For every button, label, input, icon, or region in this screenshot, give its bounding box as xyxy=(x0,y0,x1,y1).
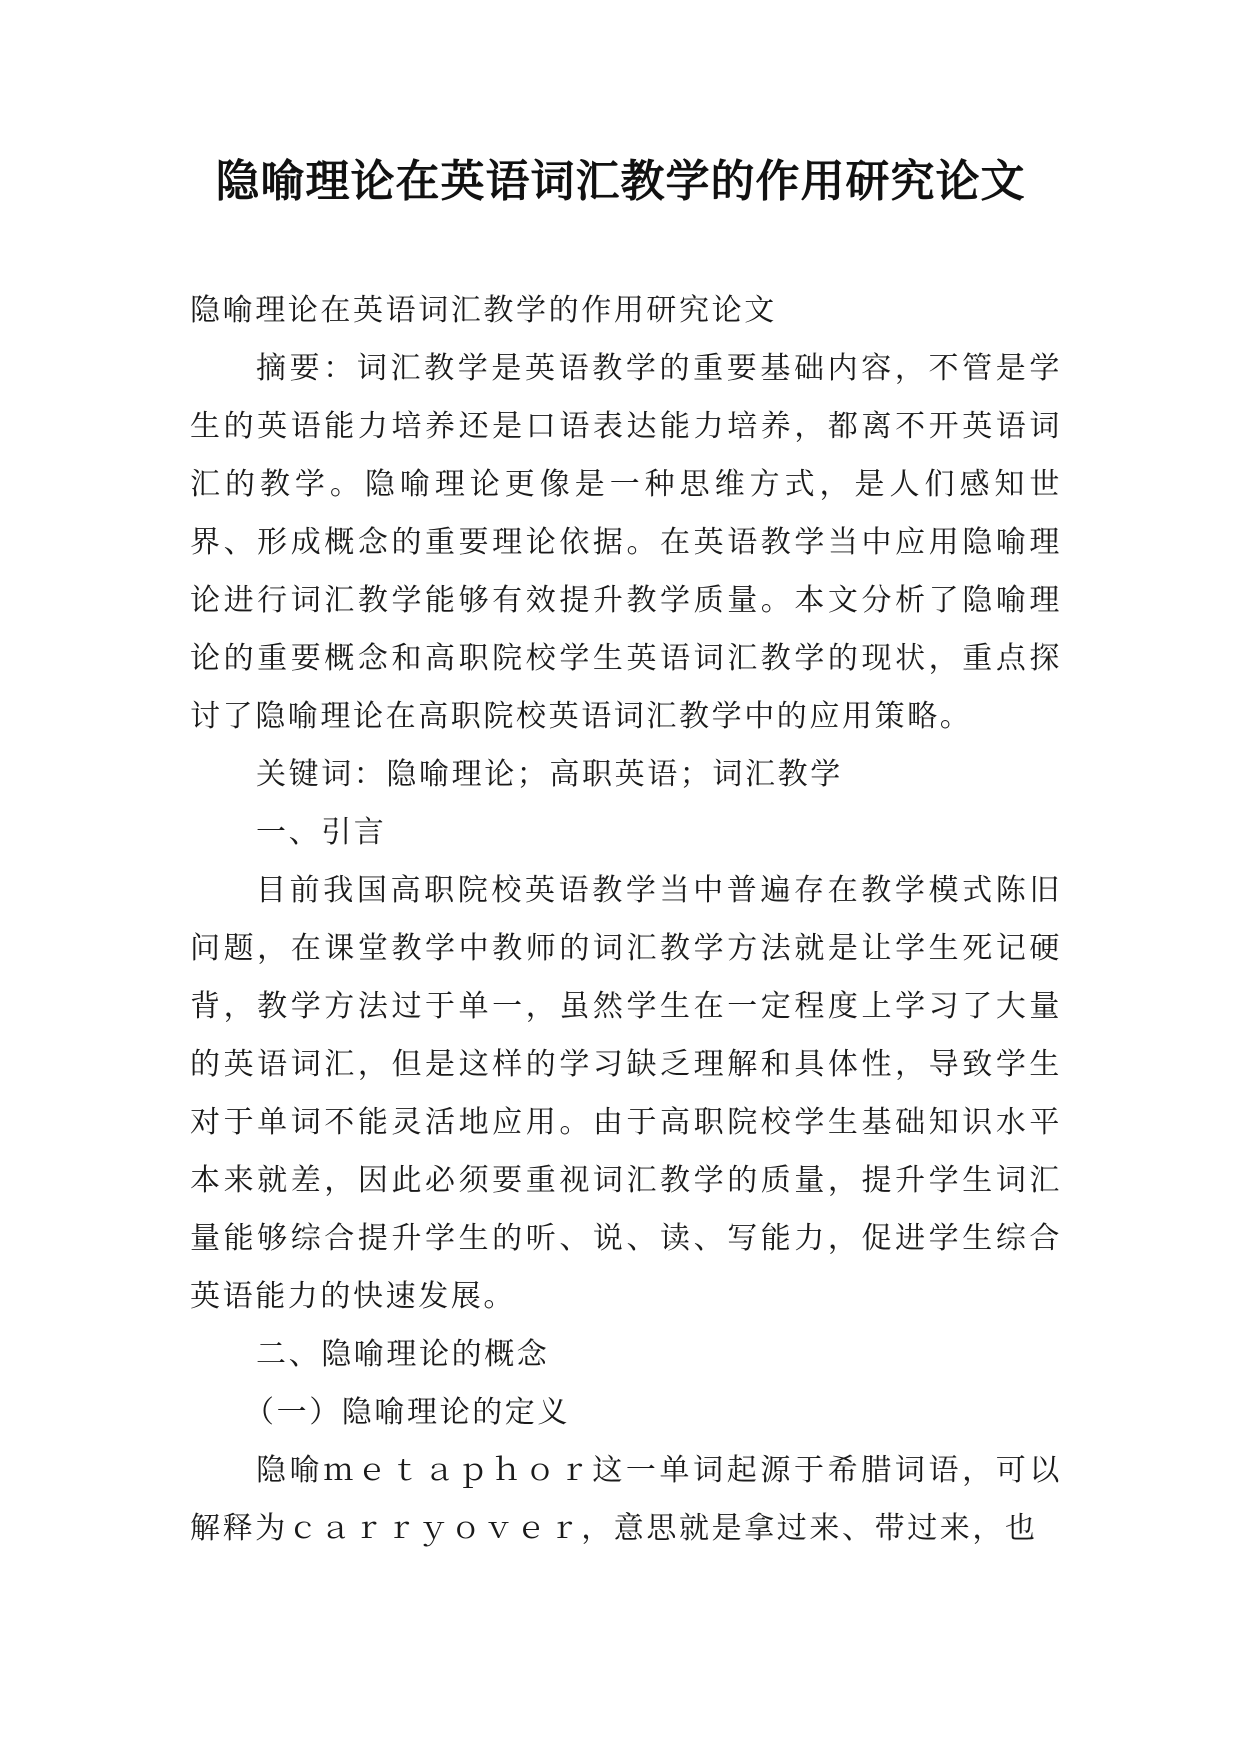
page-title: 隐喻理论在英语词汇教学的作用研究论文 xyxy=(215,156,1026,207)
definition-paragraph: 隐喻ｍｅｔａｐｈｏｒ这一单词起源于希腊词语，可以解释为ｃａｒｒｙｏｖｅｒ，意思就是拿过来、带过来，也 xyxy=(190,1453,1062,1546)
subsection-heading-definition: （一）隐喻理论的定义 xyxy=(244,1395,570,1430)
section-heading-introduction: 一、引言 xyxy=(256,815,387,850)
abstract-paragraph: 摘要：词汇教学是英语教学的重要基础内容，不管是学生的英语能力培养还是口语表达能力培养，都离不开英语词汇的教学。隐喻理论更像是一种思维方式，是人们感知世界、形成概念的重要理论依据。在英语教学当中应用隐喻理论进行词汇教学能够有效提升教学质量。本文分析了隐喻理论的重要概念和高职院校学生英语词汇教学的现状，重点探讨了隐喻理论在高职院校英语词汇教学中的应用策略。 xyxy=(190,351,1062,734)
introduction-paragraph: 目前我国高职院校英语教学当中普遍存在教学模式陈旧问题，在课堂教学中教师的词汇教学方法就是让学生死记硬背，教学方法过于单一，虽然学生在一定程度上学习了大量的英语词汇，但是这样的学习缺乏理解和具体性，导致学生对于单词不能灵活地应用。由于高职院校学生基础知识水平本来就差，因此必须要重视词汇教学的质量，提升学生词汇量能够综合提升学生的听、说、读、写能力，促进学生综合英语能力的快速发展。 xyxy=(190,873,1062,1314)
section-heading-concept: 二、隐喻理论的概念 xyxy=(256,1337,550,1372)
document-body xyxy=(190,282,1062,1558)
subtitle-paragraph: 隐喻理论在英语词汇教学的作用研究论文 xyxy=(190,293,777,328)
keywords-paragraph: 关键词：隐喻理论；高职英语；词汇教学 xyxy=(256,757,843,792)
